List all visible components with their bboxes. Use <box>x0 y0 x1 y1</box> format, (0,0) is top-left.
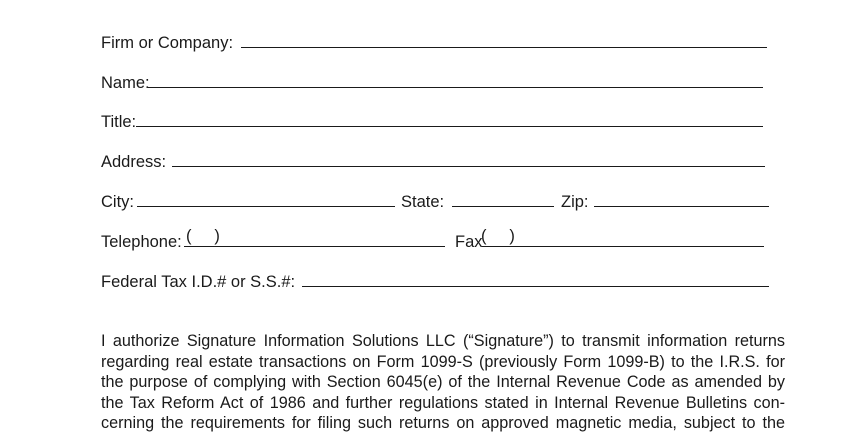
firm-field[interactable] <box>241 47 767 48</box>
zip-label: Zip: <box>561 193 589 211</box>
fax-area-code-parens: ( ) <box>481 227 515 245</box>
address-field[interactable] <box>172 166 765 167</box>
title-label: Title: <box>101 113 137 131</box>
authorization-paragraph <box>101 331 785 434</box>
city-field[interactable] <box>137 206 395 207</box>
state-label: State: <box>401 193 445 211</box>
title-field[interactable] <box>136 126 763 127</box>
zip-field[interactable] <box>594 206 769 207</box>
telephone-area-code-parens: ( ) <box>186 227 220 245</box>
name-field[interactable] <box>148 87 763 88</box>
fax-field[interactable] <box>482 246 764 247</box>
firm-label: Firm or Company: <box>101 34 234 52</box>
authorization-line-4: the Tax Reform Act of 1986 and further regulations stated in Internal Revenue Bulletins con- <box>101 393 785 412</box>
authorization-line-3: the purpose of complying with Section 6045(e) of the Internal Revenue Code as amended by <box>101 373 785 391</box>
authorization-line-5: cerning the requirements for filing such returns on approved magnetic media, subject to the <box>101 414 785 432</box>
taxid-label: Federal Tax I.D.# or S.S.#: <box>101 273 296 291</box>
address-label: Address: <box>101 153 167 171</box>
taxid-field[interactable] <box>302 286 769 287</box>
city-label: City: <box>101 193 134 211</box>
telephone-label: Telephone: <box>101 233 182 251</box>
fax-label: Fax <box>455 233 483 251</box>
authorization-line-2: regarding real estate transactions on Form 1099-S (previously Form 1099-B) to the I.R.S. for <box>101 352 785 371</box>
state-field[interactable] <box>452 206 554 207</box>
telephone-field[interactable] <box>184 246 445 247</box>
authorization-line-1: I authorize Signature Information Solutions LLC (“Signature”) to transmit information returns <box>101 332 785 350</box>
name-label: Name: <box>101 74 150 92</box>
